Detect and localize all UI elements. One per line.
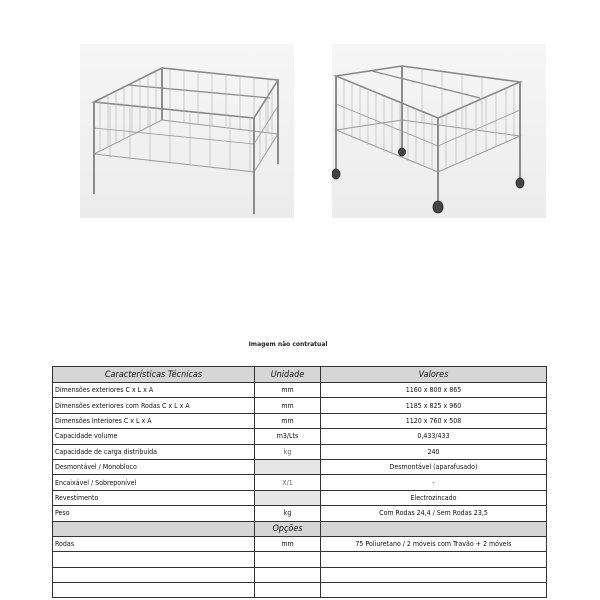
row-unit: kg: [255, 506, 321, 521]
options-section-row: [53, 521, 547, 536]
row-value: 0,433/433: [321, 429, 547, 444]
blank-row: [53, 567, 547, 582]
table-row: [53, 459, 547, 474]
row-value: 240: [321, 444, 547, 459]
row-value: Com Rodas 24,4 / Sem Rodas 23,5: [321, 506, 547, 521]
row-label: Revestimento: [53, 490, 255, 505]
row-label: Dimensões exteriores com Rodas C x L x A: [53, 398, 255, 413]
row-label: Peso: [53, 506, 255, 521]
row-value: 75 Poliuretano / 2 móveis com Travão + 2 móveis: [321, 536, 547, 551]
table-row: [53, 444, 547, 459]
header-unit: Unidade: [255, 367, 321, 383]
table-row: [53, 383, 547, 398]
row-value: 1160 x 800 x 865: [321, 383, 547, 398]
row-label: Desmontável / Monobloco: [53, 459, 255, 474]
options-title: Opções: [255, 521, 321, 536]
table-header-row: [53, 367, 547, 383]
row-unit: [255, 490, 321, 505]
blank-row: [53, 583, 547, 598]
table-row: [53, 413, 547, 428]
row-value: -: [321, 475, 547, 490]
row-unit: kg: [255, 444, 321, 459]
row-unit: mm: [255, 383, 321, 398]
specifications-table: [52, 366, 547, 598]
header-values: Valores: [321, 367, 547, 383]
row-label: Capacidade de carga distribuída: [53, 444, 255, 459]
table-row: [53, 398, 547, 413]
row-unit: mm: [255, 398, 321, 413]
product-image-with-wheels: [332, 44, 546, 218]
table-row: [53, 490, 547, 505]
row-label: Rodas: [53, 536, 255, 551]
blank-row: [53, 552, 547, 567]
row-value: Desmontável (aparafusado): [321, 459, 547, 474]
product-image-no-wheels: [80, 44, 294, 218]
row-unit: m3/Lts: [255, 429, 321, 444]
table-row: [53, 536, 547, 551]
row-label: Capacidade volume: [53, 429, 255, 444]
table-row: [53, 429, 547, 444]
row-value: 1185 x 825 x 960: [321, 398, 547, 413]
image-caption: Imagem não contratual: [248, 341, 328, 348]
row-label: Encaixável / Sobreponível: [53, 475, 255, 490]
row-unit: [255, 459, 321, 474]
header-characteristics: Características Técnicas: [53, 367, 255, 383]
row-value: Electrozincado: [321, 490, 547, 505]
row-unit: X/1: [255, 475, 321, 490]
row-unit: mm: [255, 413, 321, 428]
row-value: 1120 x 760 x 508: [321, 413, 547, 428]
row-label: Dimensões exteriores C x L x A: [53, 383, 255, 398]
row-label: Dimensões Interiores C x L x A: [53, 413, 255, 428]
table-row: [53, 506, 547, 521]
table-row: [53, 475, 547, 490]
row-unit: mm: [255, 536, 321, 551]
